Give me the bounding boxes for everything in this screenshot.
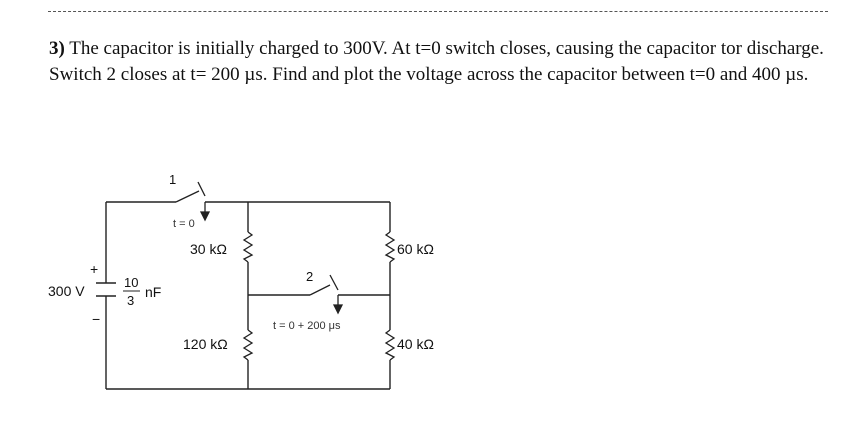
switch-2-number: 2 [306,269,314,284]
label-120k: 120 kΩ [183,336,228,352]
switch-2 [310,275,342,313]
resistor-60k [386,232,394,262]
switch-2-time: t = 0 + 200 μs [273,320,341,332]
resistor-40k [386,330,394,360]
cap-unit: nF [145,284,162,300]
label-30k: 30 kΩ [190,241,227,257]
cap-denominator: 3 [127,293,135,308]
switch-1 [176,182,209,220]
plus-sign: + [90,261,99,277]
switch-1-number: 1 [169,172,177,187]
problem-text: The capacitor is initially charged to 300V. At t=0 switch closes, causing the capacitor tor discharge. Switch 2 closes at t= 200 µs. Find and plot the voltage across the capacitor between t=0 and 400 µs. [49,38,824,85]
source-voltage-label: 300 V [48,283,85,299]
switch-1-time: t = 0 [173,218,195,230]
capacitor [96,283,116,296]
label-40k: 40 kΩ [397,336,434,352]
label-60k: 60 kΩ [397,241,434,257]
resistor-120k [244,330,252,360]
problem-number: 3) [49,38,65,59]
resistor-30k [244,232,252,262]
minus-sign: − [92,311,101,327]
cap-numerator: 10 [124,275,139,290]
